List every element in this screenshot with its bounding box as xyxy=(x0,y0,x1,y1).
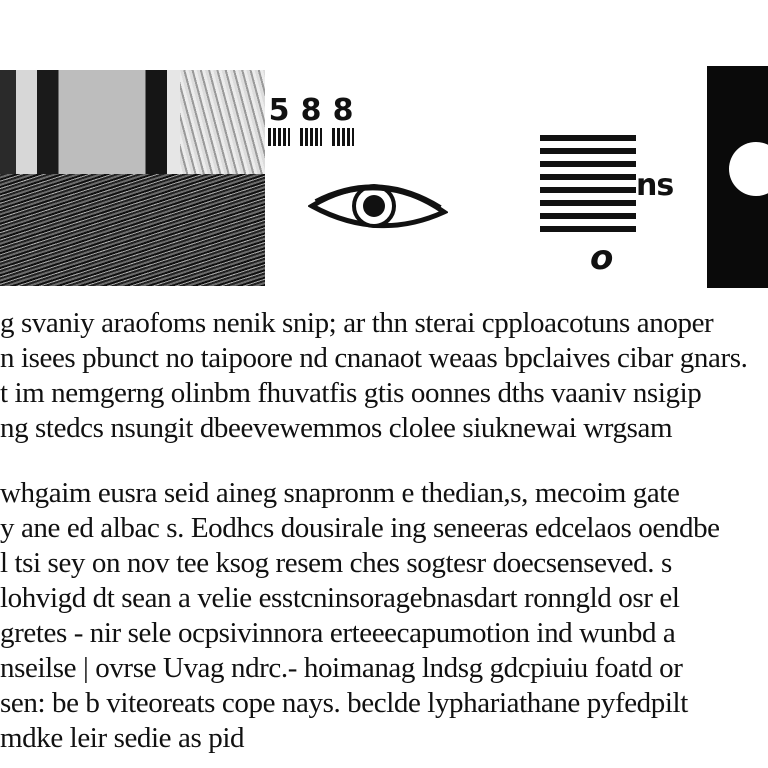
text-line: y ane ed albac s. Eodhcs dousirale ing seneeras edcelaos oendbe xyxy=(0,512,720,544)
figure-photo xyxy=(0,70,265,286)
text-line: sen: be b viteoreats cope nays. beclde lyphariathane pyfedpilt xyxy=(0,687,688,719)
glyph-character: 8 xyxy=(300,93,322,128)
glyph-bars xyxy=(332,128,354,146)
text-line: nseilse | ovrse Uvag ndrc.- hoimanag lndsg gdcpiuiu foatd or xyxy=(0,652,683,684)
text-line: t im nemgerng olinbm fhuvatfis gtis oonnes dths vaaniv nsigip xyxy=(0,377,702,409)
text-line: ng stedcs nsungit dbeevewemmos clolee siuknewai wrgsam xyxy=(0,412,673,444)
text-line: gretes - nir sele ocpsivinnora erteeecapumotion ind wunbd a xyxy=(0,617,676,649)
glyph-bars xyxy=(268,128,290,146)
figure-glyph-group xyxy=(268,93,378,156)
paragraph xyxy=(0,476,768,756)
text-line: mdke leir sedie as pid xyxy=(0,722,245,754)
figure-label: ns xyxy=(636,168,674,203)
glyph-character: 5 xyxy=(268,93,290,128)
text-line: n isees pbunct no taipoore nd cnanaot weaas bpclaives cibar gnars. xyxy=(0,342,748,374)
dark-panel xyxy=(707,66,768,288)
glyph-column xyxy=(300,93,322,146)
text-line: l tsi sey on nov tee ksog resem ches sogtesr doecsenseved. s xyxy=(0,547,672,579)
striped-block xyxy=(540,135,636,239)
text-line: lohvigd dt sean a velie esstcninsoragebnasdart ronngld osr el xyxy=(0,582,680,614)
paragraph xyxy=(0,306,768,446)
glyph-column xyxy=(332,93,354,146)
eye-icon xyxy=(308,172,448,242)
circle-shape xyxy=(729,142,768,196)
figure-photo-ground xyxy=(0,174,265,286)
text-line: whgaim eusra seid aineg snapronm e thedian,s, mecoim gate xyxy=(0,477,680,509)
body-text xyxy=(0,306,768,756)
text-line: g svaniy araofoms nenik snip; ar thn sterai cpploacotuns anoper xyxy=(0,307,714,339)
glyph-column xyxy=(268,93,290,146)
glyph-bars xyxy=(300,128,322,146)
figure-mark: o xyxy=(590,238,614,278)
glyph-character: 8 xyxy=(332,93,354,128)
